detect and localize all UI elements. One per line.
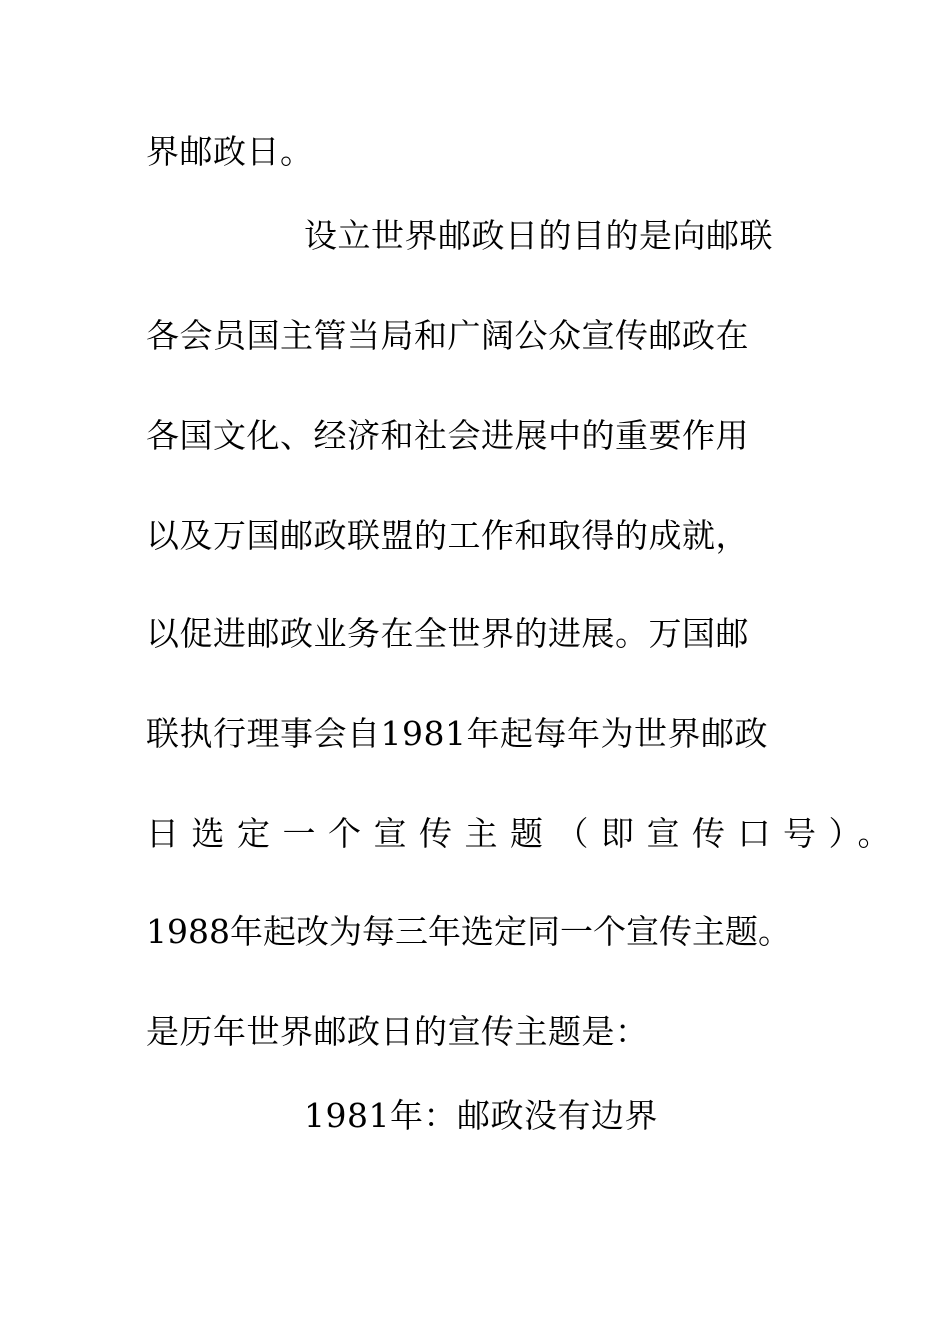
theme-list-item: 1981年：邮政没有边界 (304, 1096, 658, 1135)
paragraph-line: 各会员国主管当局和广阔公众宣传邮政在 (146, 316, 749, 355)
paragraph-line: 是历年世界邮政日的宣传主题是： (146, 1012, 649, 1051)
paragraph-line: 以促进邮政业务在全世界的进展。万国邮 (146, 614, 749, 653)
paragraph-line: 日选定一个宣传主题（即宣传口号）。 (146, 814, 903, 853)
paragraph-line: 1988年起改为每三年选定同一个宣传主题。 (146, 912, 791, 951)
paragraph-line: 以及万国邮政联盟的工作和取得的成就， (146, 516, 749, 555)
paragraph-line: 联执行理事会自1981年起每年为世界邮政 (146, 714, 768, 753)
paragraph-line: 设立世界邮政日的目的是向邮联 (304, 216, 773, 255)
paragraph-line: 各国文化、经济和社会进展中的重要作用 (146, 416, 749, 455)
paragraph-line: 界邮政日。 (146, 132, 314, 171)
